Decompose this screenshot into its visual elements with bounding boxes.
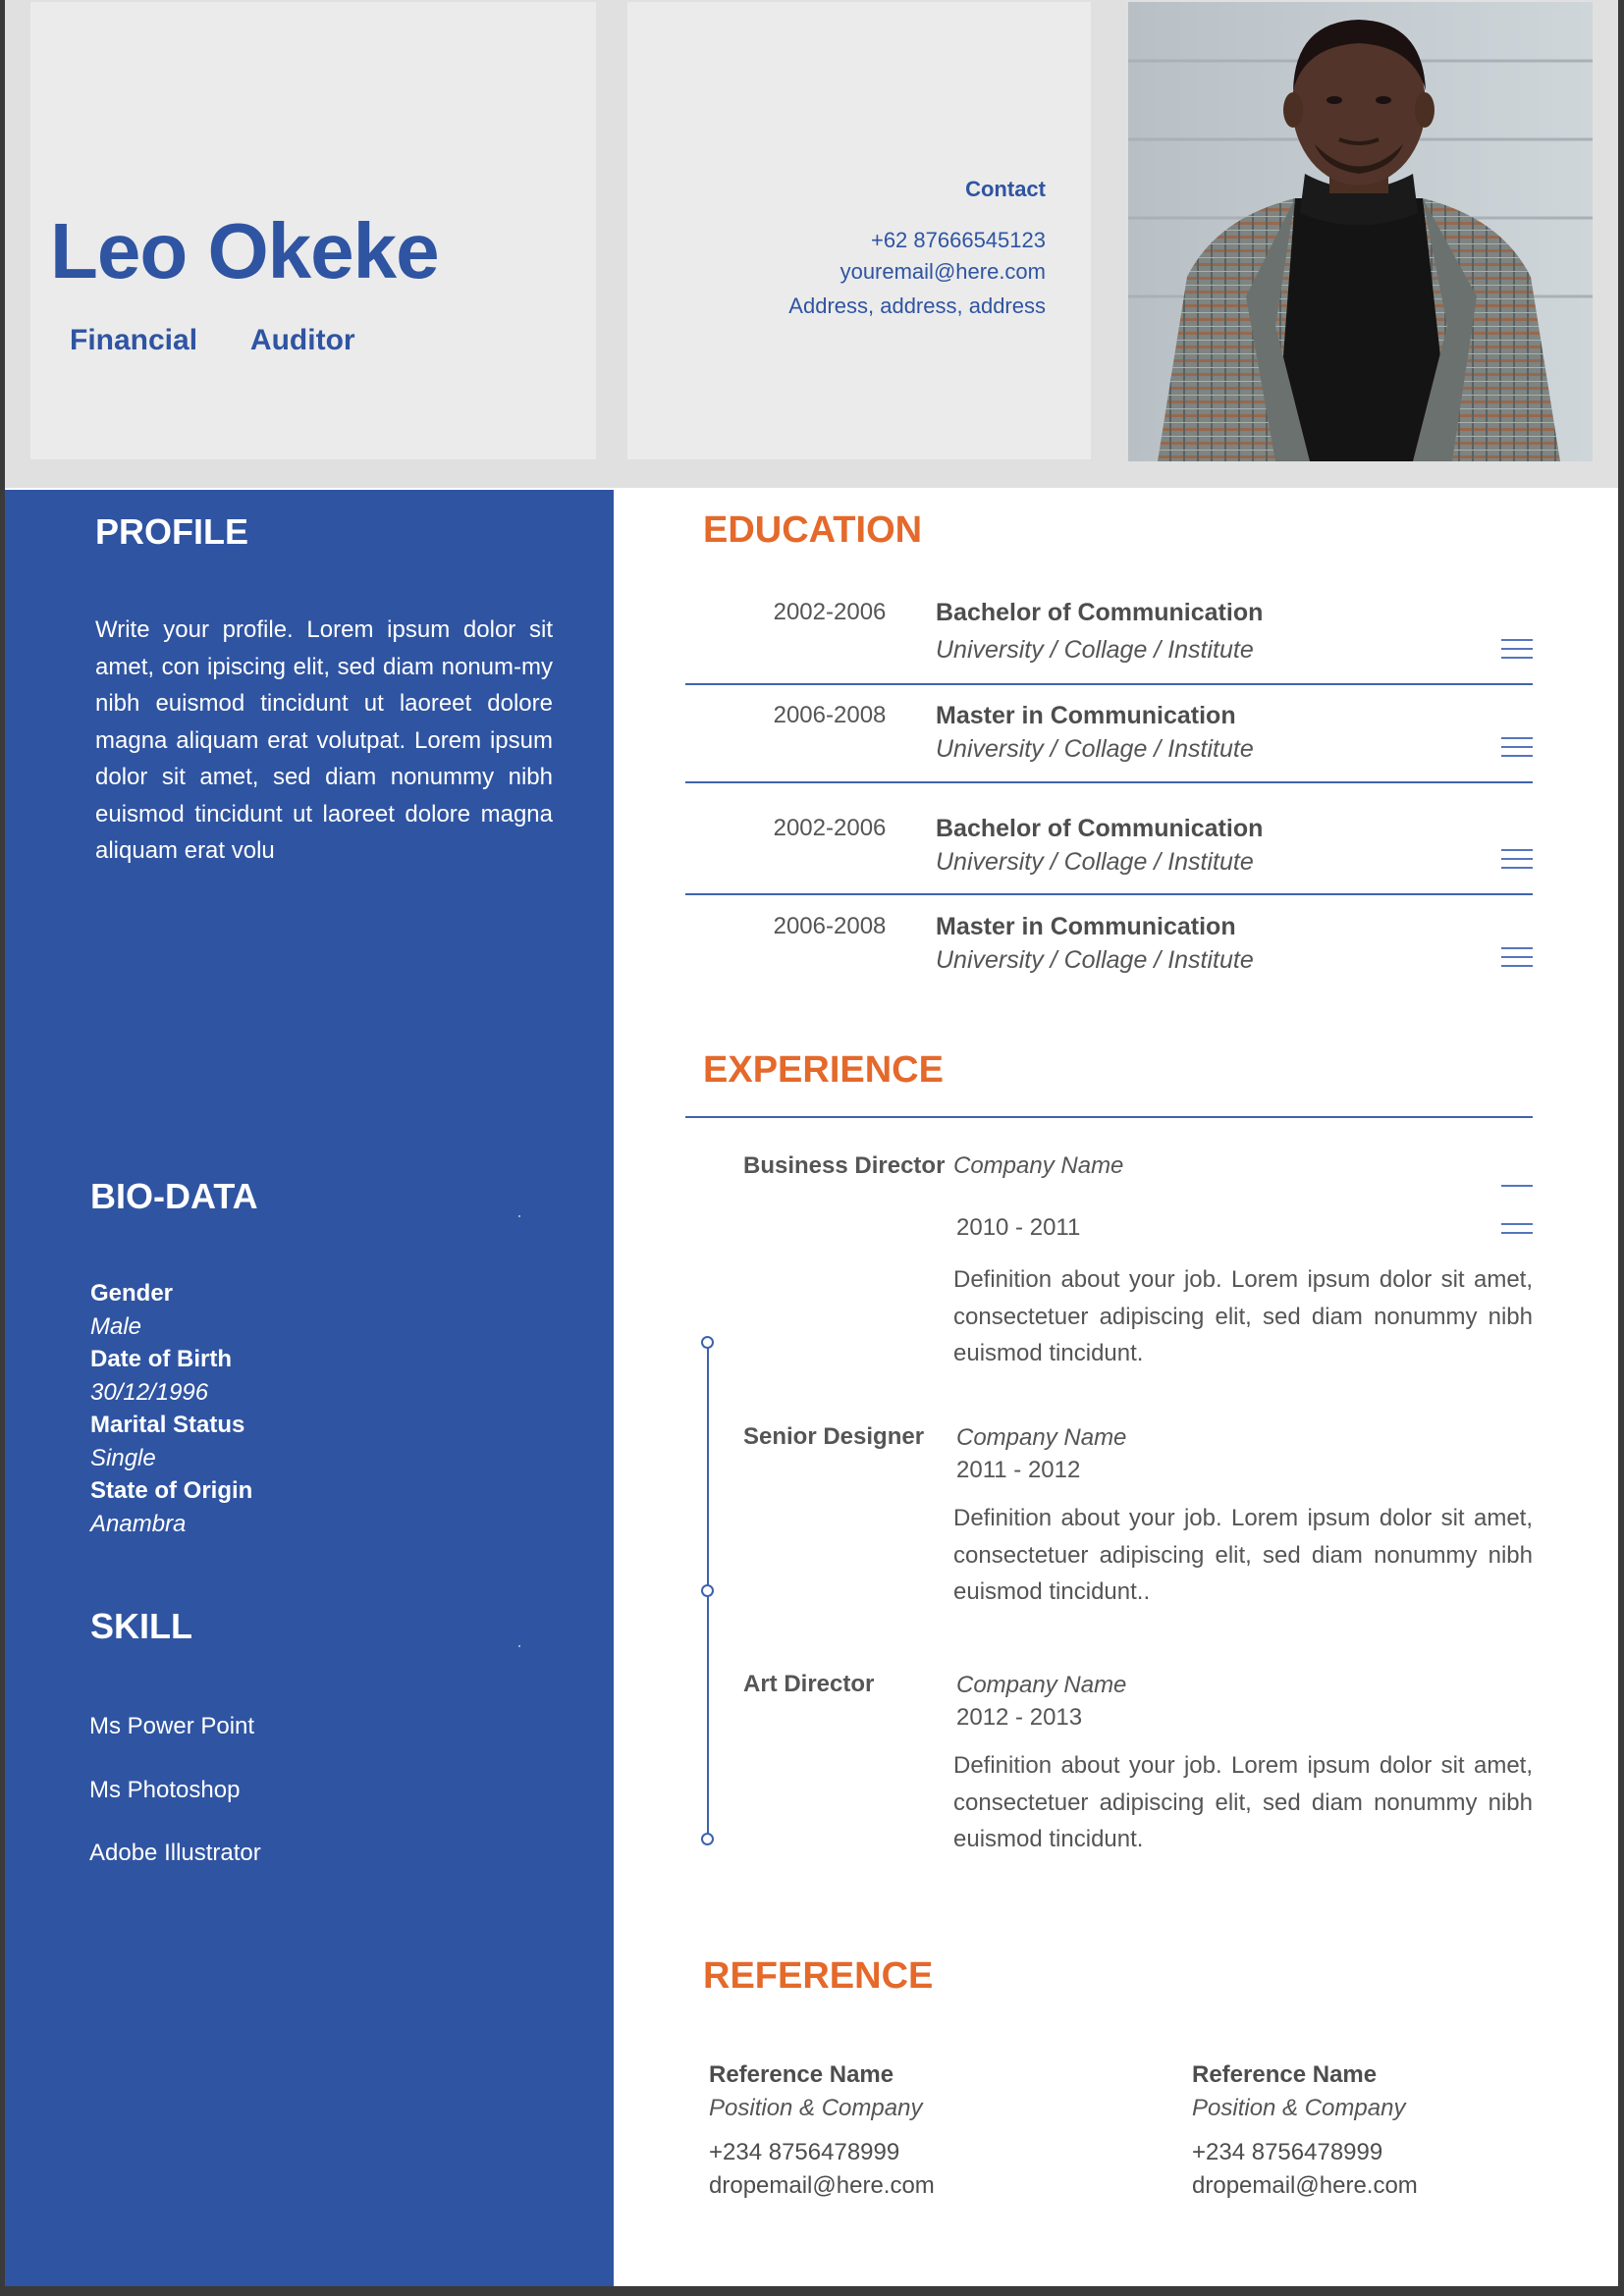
ref-email: dropemail@here.com [1192,2172,1418,2199]
timeline-dot [701,1833,714,1845]
menu-lines-icon [1501,737,1533,764]
exp-role: Business Director [743,1152,946,1179]
timeline-dot [701,1584,714,1597]
experience-divider [685,1116,1533,1118]
edu-divider [685,683,1533,685]
edu-institution: University / Collage / Institute [936,946,1254,974]
menu-lines-icon [1501,1223,1533,1241]
exp-years: 2012 - 2013 [956,1704,1083,1731]
ref-email: dropemail@here.com [709,2172,935,2199]
contact-phone: +62 87666545123 [870,228,1046,252]
exp-description: Definition about your job. Lorem ipsum dolor sit amet, consectetuer adipiscing elit, sed diam nonummy nibh euismod tincidunt. [953,1752,1533,1852]
bio-value-dob: 30/12/1996 [90,1379,209,1406]
bio-label-gender: Gender [90,1280,174,1307]
timeline-dot [701,1336,714,1349]
exp-role: Art Director [743,1671,875,1697]
edu-degree: Bachelor of Communication [936,599,1264,626]
reference-heading: REFERENCE [703,1955,934,1997]
divider-dot [518,1215,520,1217]
ref-position: Position & Company [709,2095,923,2121]
exp-years: 2011 - 2012 [956,1457,1081,1483]
resume-page [5,0,1618,2286]
bio-value-origin: Anambra [90,1511,187,1537]
skill-item: Ms Photoshop [89,1777,241,1803]
header [5,0,1618,488]
exp-company: Company Name [956,1424,1127,1451]
edu-divider [685,781,1533,783]
sidebar [5,490,614,2286]
exp-years: 2010 - 2011 [956,1214,1081,1241]
edu-degree: Bachelor of Communication [936,815,1264,842]
ref-position: Position & Company [1192,2095,1406,2121]
divider-dot [518,1645,520,1647]
ref-name: Reference Name [1192,2061,1378,2088]
exp-role: Senior Designer [743,1423,925,1450]
edu-divider [685,893,1533,895]
portrait-illustration [1128,2,1593,461]
bio-label-dob: Date of Birth [90,1346,232,1372]
profile-text: Write your profile. Lorem ipsum dolor sit amet, con ipiscing elit, sed diam nonum-my nibh euismod tincidunt ut laoreet dolore magna aliquam erat volutpat. Lorem ipsum dolor sit amet, sed diam nonummy nibh euismod tincidunt ut laoreet dolore magna aliquam erat volu [95,616,553,864]
exp-description: Definition about your job. Lorem ipsum dolor sit amet, consectetuer adipiscing elit, sed diam nonummy nibh euismod tincidunt.. [953,1505,1533,1605]
contact-address: Address, address, address [788,294,1046,318]
main-content [614,490,1618,2286]
education-heading: EDUCATION [703,509,923,551]
dash-icon [1501,1185,1533,1187]
edu-institution: University / Collage / Institute [936,848,1254,876]
contact-heading: Contact [965,177,1046,201]
person-name: Leo Okeke [50,207,439,294]
exp-company: Company Name [953,1152,1124,1179]
bio-label-marital: Marital Status [90,1412,245,1438]
edu-degree: Master in Communication [936,913,1236,940]
menu-lines-icon [1501,639,1533,666]
experience-heading: EXPERIENCE [703,1049,944,1091]
contact-email: youremail@here.com [839,259,1046,284]
skill-heading: SKILL [90,1606,192,1646]
edu-years: 2006-2008 [773,913,887,939]
profile-heading: PROFILE [95,511,249,552]
menu-lines-icon [1501,947,1533,974]
edu-years: 2006-2008 [773,702,887,728]
exp-description: Definition about your job. Lorem ipsum dolor sit amet, consectetuer adipiscing elit, sed diam nonummy nibh euismod tincidunt. [953,1266,1533,1366]
profile-photo [1128,2,1593,461]
job-title: Financial Auditor [70,324,355,356]
skill-item: Ms Power Point [89,1713,255,1739]
ref-phone: +234 8756478999 [1192,2139,1383,2165]
ref-phone: +234 8756478999 [709,2139,900,2165]
biodata-heading: BIO-DATA [90,1176,258,1216]
edu-years: 2002-2006 [773,815,887,841]
edu-years: 2002-2006 [773,599,887,625]
skill-item: Adobe Illustrator [89,1840,261,1866]
bio-value-marital: Single [90,1445,156,1471]
edu-institution: University / Collage / Institute [936,636,1254,664]
bio-value-gender: Male [90,1313,142,1340]
edu-degree: Master in Communication [936,702,1236,729]
ref-name: Reference Name [709,2061,894,2088]
menu-lines-icon [1501,849,1533,876]
exp-company: Company Name [956,1672,1127,1698]
bio-label-origin: State of Origin [90,1477,253,1504]
edu-institution: University / Collage / Institute [936,735,1254,763]
